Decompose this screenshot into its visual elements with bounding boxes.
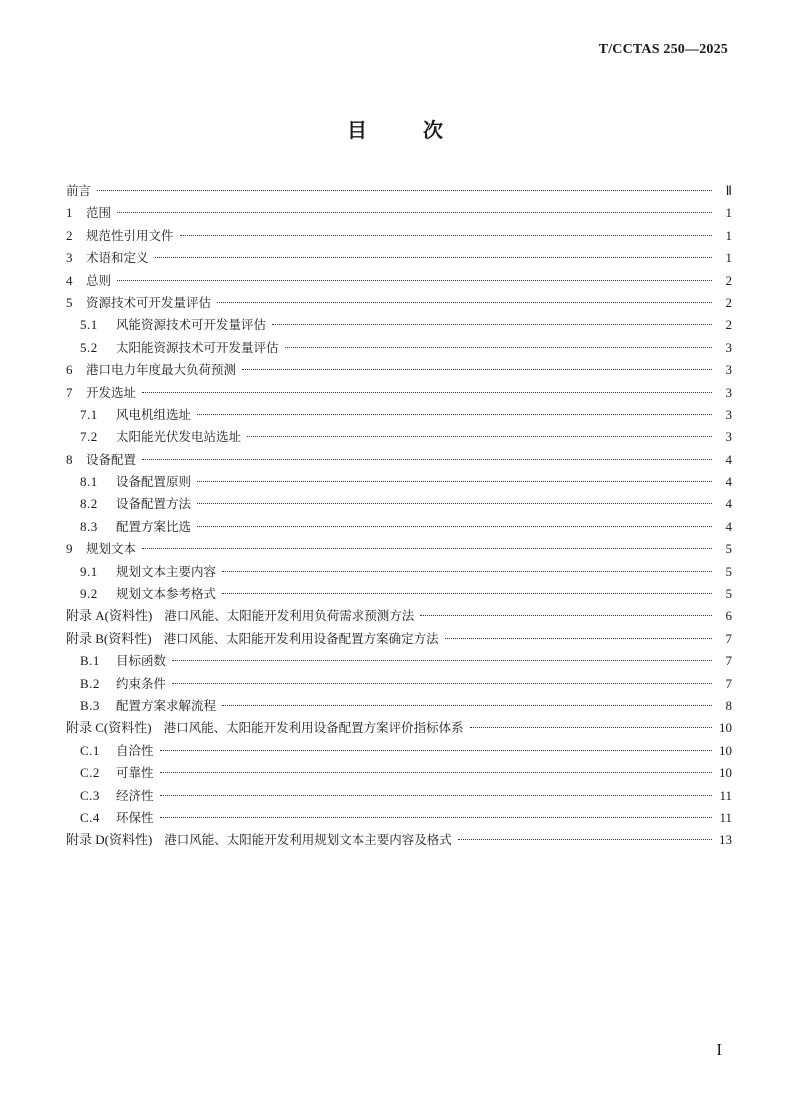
dot-leader [197, 526, 712, 527]
toc-entry-title: 环保性 [116, 809, 154, 825]
toc-entry[interactable] [66, 471, 732, 493]
toc-entry[interactable] [66, 762, 732, 784]
toc-entry-title: 设备配置方法 [116, 496, 192, 512]
dot-leader [117, 212, 712, 213]
toc-entry-number: 3 [66, 250, 73, 266]
dot-leader [197, 481, 712, 482]
toc-entry[interactable] [66, 829, 732, 851]
toc-entry[interactable] [66, 314, 732, 336]
toc-entry[interactable] [66, 583, 732, 605]
toc-entry-number: 2 [66, 227, 73, 243]
toc-entry-number: 6 [66, 362, 73, 378]
toc-entry-page: 13 [719, 832, 732, 848]
toc-entry-title: 范围 [86, 205, 112, 221]
toc-entry[interactable] [66, 807, 732, 829]
dot-leader [172, 660, 712, 661]
toc-entry[interactable] [66, 785, 732, 807]
dot-leader [160, 772, 712, 773]
toc-entry-page: 5 [725, 541, 732, 557]
toc-entry-number: 1 [66, 205, 73, 221]
toc-entry-page: 4 [725, 496, 732, 512]
toc-entry-page: Ⅱ [725, 183, 732, 198]
toc-entry-number: 5 [66, 294, 73, 310]
toc-entry-title: 港口风能、太阳能开发利用规划文本主要内容及格式 [164, 832, 452, 848]
toc-entry-title: 配置方案比选 [116, 518, 192, 534]
toc-entry-title: 配置方案求解流程 [116, 697, 217, 713]
toc-entry-title: 目标函数 [116, 653, 167, 669]
dot-leader [420, 615, 712, 616]
toc-entry[interactable] [66, 382, 732, 404]
toc-entry-number: B.1 [80, 653, 100, 669]
dot-leader [197, 414, 712, 415]
toc-entry[interactable] [66, 202, 732, 224]
toc-entry-number: 附录 B(资料性) [66, 630, 152, 646]
toc-entry[interactable] [66, 561, 732, 583]
toc-entry-page: 6 [725, 608, 732, 624]
toc-entry[interactable] [66, 270, 732, 292]
toc-entry-title: 港口风能、太阳能开发利用负荷需求预测方法 [164, 608, 415, 624]
toc-entry-page: 2 [725, 317, 732, 333]
dot-leader [142, 392, 712, 393]
toc-entry-page: 7 [725, 630, 732, 646]
toc-entry[interactable] [66, 695, 732, 717]
toc-entry-page: 3 [725, 406, 732, 422]
toc-entry[interactable] [66, 740, 732, 762]
toc-entry-page: 7 [725, 653, 732, 669]
toc-entry[interactable] [66, 337, 732, 359]
toc-entry-page: 5 [725, 563, 732, 579]
toc-entry-title: 设备配置 [86, 451, 137, 467]
toc-entry-page: 3 [725, 362, 732, 378]
toc-entry-title: 约束条件 [116, 675, 167, 691]
dot-leader [458, 839, 712, 840]
dot-leader [160, 750, 712, 751]
toc-entry-number: 8.1 [80, 474, 98, 490]
toc-entry[interactable] [66, 247, 732, 269]
toc-entry-number: 5.1 [80, 317, 98, 333]
title-char-2: 次 [423, 118, 443, 142]
dot-leader [117, 280, 712, 281]
toc-entry-number: 7.2 [80, 429, 98, 445]
standard-code: T/CCTAS 250—2025 [598, 42, 728, 57]
dot-leader [272, 324, 712, 325]
toc-entry-number: 8 [66, 451, 73, 467]
dot-leader [217, 302, 712, 303]
toc-entry-number: B.2 [80, 675, 100, 691]
toc-entry-title: 港口风能、太阳能开发利用设备配置方案确定方法 [163, 630, 439, 646]
toc-entry-title: 规划文本 [86, 541, 137, 557]
toc-entry-number: 8.2 [80, 496, 98, 512]
page-title [0, 114, 790, 143]
toc-entry[interactable] [66, 359, 732, 381]
toc-entry-page: 3 [725, 384, 732, 400]
toc-entry-title: 经济性 [116, 787, 154, 803]
toc-entry-number: C.2 [80, 765, 100, 781]
toc-entry-title: 资源技术可开发量评估 [86, 294, 212, 310]
toc-entry-page: 3 [725, 339, 732, 355]
toc-entry-title: 总则 [86, 272, 112, 288]
toc-entry-number: C.1 [80, 742, 100, 758]
dot-leader [470, 727, 712, 728]
toc-entry-number: 8.3 [80, 518, 98, 534]
toc-entry-title: 港口电力年度最大负荷预测 [86, 362, 237, 378]
toc-entry[interactable] [66, 292, 732, 314]
toc-entry-title: 自洽性 [116, 742, 154, 758]
toc-entry-number: 附录 A(资料性) [66, 608, 153, 624]
dot-leader [285, 347, 712, 348]
toc-entry-number: 9.2 [80, 586, 98, 602]
table-of-contents [66, 180, 732, 852]
toc-entry-title: 前言 [66, 183, 92, 198]
toc-entry[interactable] [66, 404, 732, 426]
toc-entry-number: 附录 C(资料性) [66, 720, 152, 736]
dot-leader [172, 683, 712, 684]
toc-entry-page: 1 [725, 250, 732, 266]
toc-entry-number: 附录 D(资料性) [66, 832, 153, 848]
toc-entry[interactable] [66, 493, 732, 515]
toc-entry-number: 5.2 [80, 339, 98, 355]
toc-entry-title: 规划文本参考格式 [116, 586, 217, 602]
toc-entry-title: 规划文本主要内容 [116, 563, 217, 579]
dot-leader [160, 795, 712, 796]
toc-entry[interactable] [66, 516, 732, 538]
toc-entry-number: 9.1 [80, 563, 98, 579]
dot-leader [160, 817, 712, 818]
toc-entry-title: 风能资源技术可开发量评估 [116, 317, 267, 333]
dot-leader [155, 257, 712, 258]
toc-entry-number: B.3 [80, 697, 100, 713]
title-char-1: 目 [347, 118, 367, 142]
toc-entry-page: 10 [719, 742, 732, 758]
dot-leader [197, 503, 712, 504]
toc-entry-page: 1 [725, 227, 732, 243]
toc-entry-number: 9 [66, 541, 73, 557]
toc-entry-page: 4 [725, 451, 732, 467]
toc-entry[interactable] [66, 628, 732, 650]
toc-entry-page: 2 [725, 272, 732, 288]
toc-entry-number: C.3 [80, 787, 100, 803]
dot-leader [97, 190, 712, 191]
page-number: I [716, 1040, 722, 1059]
toc-entry-title: 规范性引用文件 [86, 227, 174, 243]
toc-entry-title: 港口风能、太阳能开发利用设备配置方案评价指标体系 [163, 720, 464, 736]
toc-entry[interactable] [66, 605, 732, 627]
toc-entry[interactable] [66, 426, 732, 448]
toc-entry-page: 1 [725, 205, 732, 221]
toc-entry-title: 风电机组选址 [116, 406, 192, 422]
toc-entry-page: 7 [725, 675, 732, 691]
toc-entry-title: 太阳能资源技术可开发量评估 [116, 339, 279, 355]
dot-leader [445, 638, 712, 639]
toc-entry-page: 4 [725, 518, 732, 534]
toc-entry-page: 5 [725, 586, 732, 602]
toc-entry-title: 设备配置原则 [116, 474, 192, 490]
toc-entry[interactable] [66, 673, 732, 695]
dot-leader [222, 571, 712, 572]
dot-leader [222, 593, 712, 594]
toc-entry-page: 2 [725, 294, 732, 310]
toc-entry-number: 4 [66, 272, 73, 288]
toc-entry[interactable] [66, 180, 732, 202]
dot-leader [247, 436, 712, 437]
toc-entry[interactable] [66, 449, 732, 471]
toc-entry-number: 7 [66, 384, 73, 400]
toc-entry[interactable] [66, 717, 732, 739]
dot-leader [222, 705, 712, 706]
toc-entry-number: 7.1 [80, 406, 98, 422]
dot-leader [180, 235, 712, 236]
dot-leader [142, 548, 712, 549]
toc-entry-page: 4 [725, 474, 732, 490]
toc-entry[interactable] [66, 650, 732, 672]
dot-leader [242, 369, 712, 370]
toc-entry[interactable] [66, 538, 732, 560]
toc-entry-page: 10 [719, 765, 732, 781]
toc-entry-title: 开发选址 [86, 384, 137, 400]
toc-entry-page: 11 [719, 809, 732, 825]
toc-entry-page: 10 [719, 720, 732, 736]
toc-entry[interactable] [66, 225, 732, 247]
toc-entry-page: 11 [719, 787, 732, 803]
dot-leader [142, 459, 712, 460]
toc-entry-page: 8 [725, 697, 732, 713]
toc-entry-title: 可靠性 [116, 765, 154, 781]
toc-entry-title: 太阳能光伏发电站选址 [116, 429, 242, 445]
toc-entry-number: C.4 [80, 809, 100, 825]
toc-entry-page: 3 [725, 429, 732, 445]
toc-entry-title: 术语和定义 [86, 250, 149, 266]
